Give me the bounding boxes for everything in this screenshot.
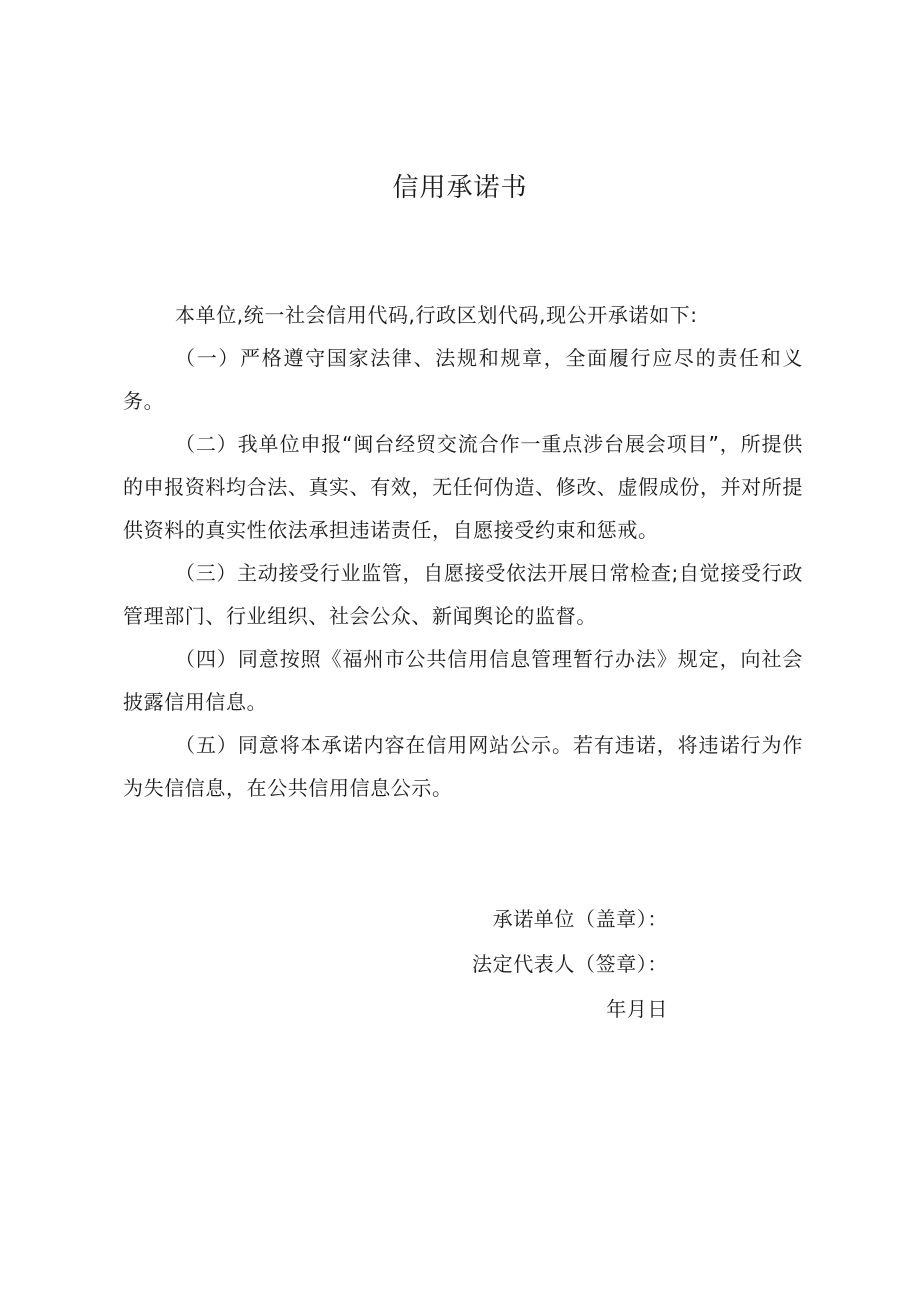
clause-2: （二）我单位申报“闽台经贸交流合作一重点涉台展会项目”，所提供的申报资料均合法、真实、有效，无任何伪造、修改、虚假成份，并对所提供资料的真实性依法承担违诺责任，自愿接受约束和惩戒。 — [123, 432, 803, 542]
clause-1: （一）严格遵守国家法律、法规和规章，全面履行应尽的责任和义务。 — [123, 346, 803, 413]
intro-paragraph: 本单位,统一社会信用代码,行政区划代码,现公开承诺如下: — [175, 303, 698, 327]
clause-5: （五）同意将本承诺内容在信用网站公示。若有违诺，将违诺行为作为失信信息，在公共信用信息公示。 — [123, 733, 803, 800]
clause-4: （四）同意按照《福州市公共信用信息管理暂行办法》规定，向社会披露信用信息。 — [123, 647, 803, 714]
signature-representative: 法定代表人（签章）： — [472, 952, 668, 976]
document-body — [123, 294, 803, 810]
document-title: 信用承诺书 — [392, 173, 528, 203]
signature-unit: 承诺单位（盖章）： — [492, 907, 668, 931]
signature-date: 年月日 — [606, 997, 668, 1021]
signature-block — [472, 897, 668, 1032]
clause-3: （三）主动接受行业监管，自愿接受依法开展日常检查;自觉接受行政管理部门、行业组织、社会公众、新闻舆论的监督。 — [123, 561, 803, 628]
